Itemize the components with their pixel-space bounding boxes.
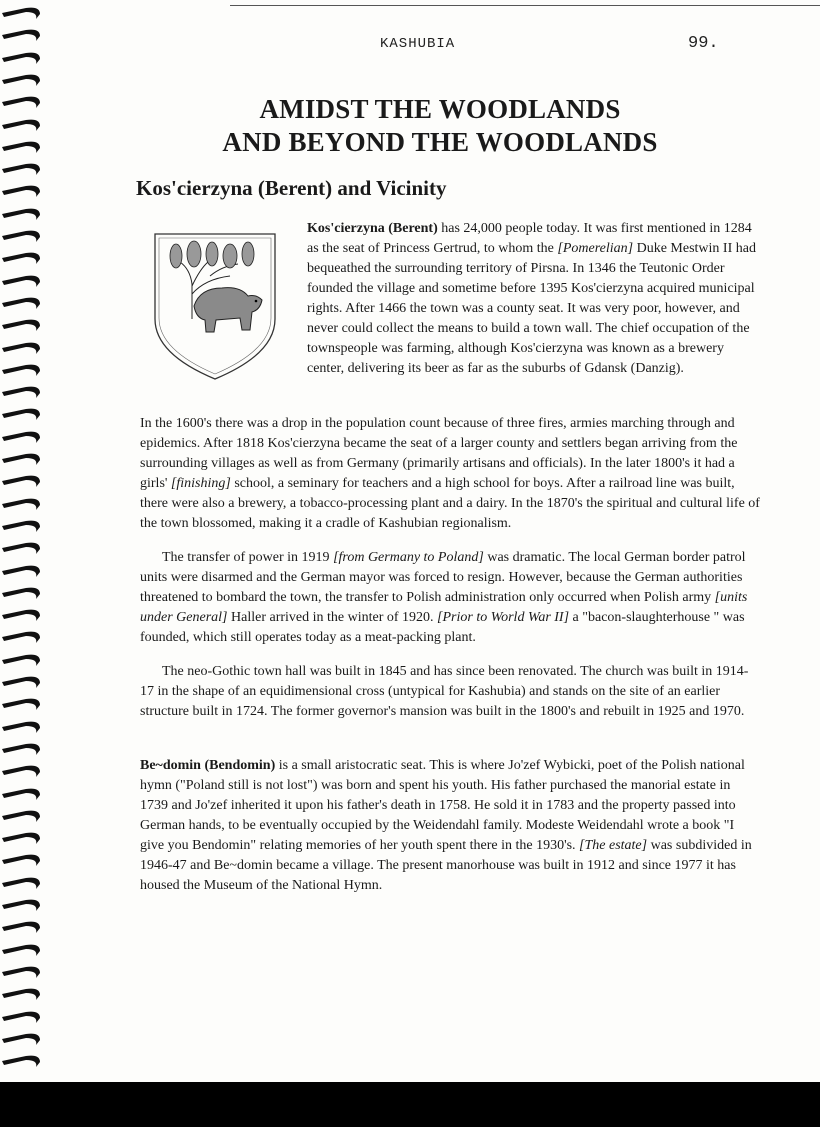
binding-ring <box>0 628 44 646</box>
binding-ring <box>0 294 44 312</box>
binding-ring <box>0 695 44 713</box>
place-name-koscierzyna: Kos'cierzyna (Berent) <box>307 221 438 236</box>
binding-ring <box>0 49 44 67</box>
binding-ring <box>0 874 44 892</box>
binding-ring <box>0 517 44 535</box>
binding-ring <box>0 762 44 780</box>
binding-ring <box>0 1030 44 1048</box>
binding-ring <box>0 539 44 557</box>
binding-ring <box>0 182 44 200</box>
paragraph-transfer-of-power: The transfer of power in 1919 [from Germany to Poland] was dramatic. The local German border patrol units were disarmed and the German mayor was forced to resign. However, because the German authorities threatened to bombard the town, the transfer to Polish administration only occurred when Polish army [units under General] Haller arrived in the winter of 1920. [Prior to World War II] a "bacon-slaughterhouse " was founded, which still operates today as a meat-packing plant. <box>140 550 748 645</box>
binding-ring <box>0 918 44 936</box>
binding-ring <box>0 785 44 803</box>
intro-paragraph: Kos'cierzyna (Berent) has 24,000 people today. It was first mentioned in 1284 as the seat of Princess Gertrud, to whom the [Pomerelian] Duke Mestwin II had bequeathed the surrounding territory of Pirsna. In 1346 the Teutonic Order founded the village and sometime before 1395 Kos'cierzyna acquired municipal rights. After 1466 the town was a county seat. It was very poor, however, and never could collect the means to build a town wall. The chief occupation of the townspeople was farming, although Kos'cierzyna was known as a brewery center, delivering its beer as far as the suburbs of Gdansk (Danzig). <box>307 221 756 376</box>
chapter-title <box>200 93 680 159</box>
binding-ring <box>0 361 44 379</box>
binding-ring <box>0 495 44 513</box>
binding-ring <box>0 116 44 134</box>
coat-of-arms-icon <box>150 224 280 384</box>
binding-ring <box>0 450 44 468</box>
running-title: KASHUBIA <box>380 36 456 52</box>
binding-ring <box>0 316 44 334</box>
section-title: Kos'cierzyna (Berent) and Vicinity <box>136 176 447 200</box>
spiral-binding <box>0 0 44 1127</box>
paragraph-bendomin: Be~domin (Bendomin) is a small aristocratic seat. This is where Jo'zef Wybicki, poet of the Polish national hymn ("Poland still is not lost") was born and spent his youth. His father purchased the manorial estate in 1739 and Jo'zef inherited it upon his father's death in 1758. He sold it in 1783 and the property passed into German hands, to be eventually occupied by the Weidendahl family. Modeste Weidendahl wrote a book "I give you Bendomin" relating memories of her youth spent there in the 1930's. [The estate] was subdivided in 1946-47 and Be~domin became a village. The present manorhouse was built in 1912 and since 1977 it has housed the Museum of the National Hymn. <box>140 758 752 893</box>
binding-ring <box>0 272 44 290</box>
top-rule <box>230 5 820 6</box>
binding-ring <box>0 651 44 669</box>
binding-ring <box>0 1052 44 1070</box>
binding-ring <box>0 562 44 580</box>
binding-ring <box>0 160 44 178</box>
binding-ring <box>0 4 44 22</box>
binding-ring <box>0 963 44 981</box>
binding-ring <box>0 829 44 847</box>
binding-ring <box>0 851 44 869</box>
binding-ring <box>0 941 44 959</box>
binding-ring <box>0 584 44 602</box>
binding-ring <box>0 383 44 401</box>
binding-ring <box>0 985 44 1003</box>
binding-ring <box>0 227 44 245</box>
binding-ring <box>0 1008 44 1026</box>
binding-ring <box>0 606 44 624</box>
binding-ring <box>0 428 44 446</box>
binding-ring <box>0 339 44 357</box>
binding-ring <box>0 896 44 914</box>
binding-ring <box>0 673 44 691</box>
binding-ring <box>0 138 44 156</box>
binding-ring <box>0 249 44 267</box>
binding-ring <box>0 205 44 223</box>
binding-ring <box>0 740 44 758</box>
binding-ring <box>0 405 44 423</box>
binding-ring <box>0 472 44 490</box>
paragraph-town-hall: The neo-Gothic town hall was built in 1845 and has since been renovated. The church was built in 1914-17 in the shape of an equidimensional cross (untypical for Kashubia) and stands on the site of an earlier structure built in 1724. The former governor's mansion was built in the 1800's and rebuilt in 1925 and 1970. <box>140 664 749 719</box>
chapter-title-line-1: AMIDST THE WOODLANDS <box>259 94 621 124</box>
scan-bottom-edge <box>0 1082 820 1127</box>
binding-ring <box>0 718 44 736</box>
page-number: 99. <box>688 34 719 53</box>
binding-ring <box>0 807 44 825</box>
place-name-bendomin: Be~domin (Bendomin) <box>140 758 276 773</box>
paragraph-history-1600s: In the 1600's there was a drop in the population count because of three fires, armies marching through and epidemics. After 1818 Kos'cierzyna became the seat of a larger county and settlers began arriving from the surrounding villages as well as from Germany (primarily artisans and officials). In the later 1800's it had a girls' [finishing] school, a seminary for teachers and a high school for boys. After a railroad line was built, there were also a brewery, a tobacco-processing plant and a dairy. In the 1870's the spiritual and cultural life of the town blossomed, making it a cradle of Kashubian regionalism. <box>140 416 760 531</box>
chapter-title-line-2: AND BEYOND THE WOODLANDS <box>222 127 658 157</box>
binding-ring <box>0 93 44 111</box>
binding-ring <box>0 26 44 44</box>
binding-ring <box>0 71 44 89</box>
